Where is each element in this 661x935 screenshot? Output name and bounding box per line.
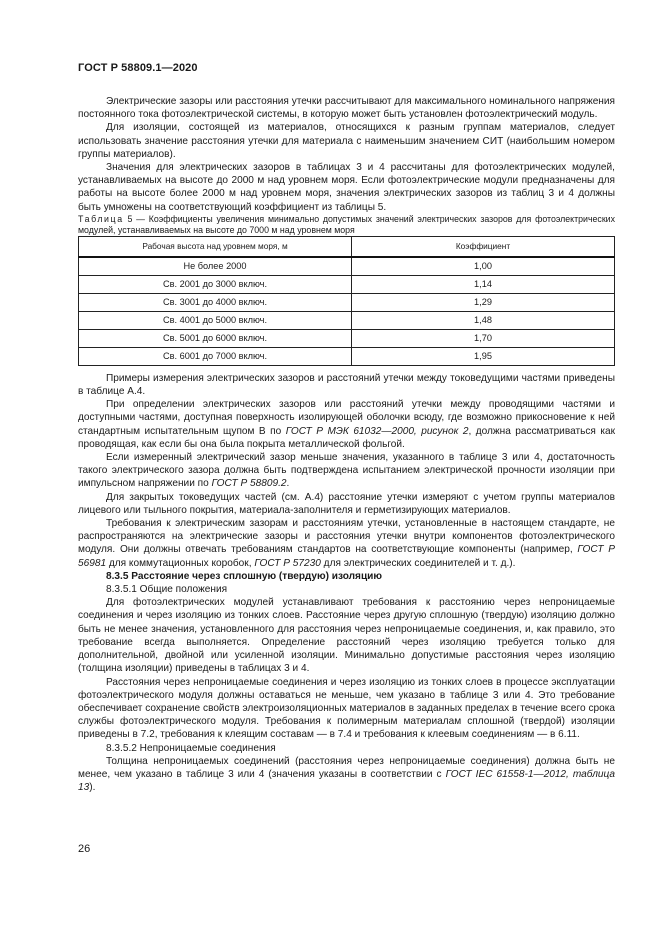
document-body bbox=[78, 95, 615, 794]
paragraph: Расстояния через непроницаемые соединения и через изоляцию из тонких слоев в процессе эксплуатации фотоэлектрического модуля должны оставаться не меньше, чем указано в таблице 3 или 4. Это требование обеспечивает сохранение свойств электроизоляционных материалов в заданных пределах в течение всего срока службы фотоэлектрического модуля. Требования к полимерным материалам сплошной (твердой) изоляции приведены в 7.2, требования к клеящим составам — в 7.4 и требования к клеевым соединениям — в 6.11. bbox=[78, 676, 615, 741]
standard-reference: ГОСТ Р 58809.2 bbox=[211, 478, 287, 490]
standard-reference: ГОСТ Р МЭК 61032—2000, рисунок 2 bbox=[285, 425, 469, 437]
table-header-row bbox=[79, 236, 615, 257]
altitude-cell: Св. 5001 до 6000 включ. bbox=[79, 329, 352, 347]
coefficient-cell: 1,14 bbox=[352, 275, 615, 293]
altitude-cell: Св. 6001 до 7000 включ. bbox=[79, 347, 352, 365]
coefficient-cell: 1,70 bbox=[352, 329, 615, 347]
subsection-heading: 8.3.5.1 Общие положения bbox=[106, 584, 228, 596]
altitude-cell: Св. 3001 до 4000 включ. bbox=[79, 293, 352, 311]
paragraph: Примеры измерения электрических зазоров и расстояний утечки между токоведущими частями приведены в таблице А.4. bbox=[78, 372, 615, 398]
table-caption-label: Таблица bbox=[78, 213, 124, 224]
standard-reference: ГОСТ Р 57230 bbox=[254, 557, 321, 569]
column-header-coefficient: Коэффициент bbox=[352, 236, 615, 257]
paragraph-text: для электрических соединителей и т. д.). bbox=[320, 557, 516, 569]
table-row bbox=[79, 311, 615, 329]
coefficient-cell: 1,29 bbox=[352, 293, 615, 311]
paragraph: Для изоляции, состоящей из материалов, относящихся к разным группам материалов, следует использовать значение расстояния утечки для материала с наименьшим значением СИТ (наибольшим номером группы материалов). bbox=[78, 122, 615, 160]
paragraph: Электрические зазоры или расстояния утечки рассчитывают для максимального номинального напряжения постоянного тока фотоэлектрической системы, в которую может быть установлен фотоэлектрический модуль. bbox=[78, 96, 615, 121]
altitude-cell: Не более 2000 bbox=[79, 257, 352, 276]
paragraph: Для фотоэлектрических модулей устанавливают требования к расстоянию через непроницаемые соединения и через изоляцию из тонких слоев. Расстояние через другую сплошную (твердую) изоляцию должно быть не менее значения, установленного для расстояния через непроницаемые соединения, и, как правило, это требование всегда выполняется. Определение расстояний через изоляцию требуется только для дополнительной, двойной или усиленной изоляции. Минимально допустимые расстояния через изоляцию (толщина изоляции) приведены в таблицах 3 и 4. bbox=[78, 597, 615, 675]
document-header: ГОСТ Р 58809.1—2020 bbox=[78, 62, 198, 74]
paragraph-text: ). bbox=[89, 782, 96, 794]
paragraph bbox=[78, 755, 615, 795]
paragraph-text: При определении электрических зазоров или расстояний утечки между проводящими частями и доступными частями, доступная поверхность изолирующей оболочки всюду, где возможно прикосновение к ней стандартным испытательным щупом В по bbox=[78, 399, 615, 437]
table-row bbox=[79, 329, 615, 347]
paragraph bbox=[78, 517, 615, 570]
altitude-cell: Св. 4001 до 5000 включ. bbox=[79, 311, 352, 329]
paragraph-text: Требования к электрическим зазорам и расстояниям утечки, установленные в настоящем стандарте, не распространяются на электрические зазоры и расстояния утечки внутри компонентов фотоэлектрического модуля. Они должны отвечать требованиям стандартов на соответствующие компоненты (например, bbox=[78, 518, 615, 556]
paragraph bbox=[78, 451, 615, 491]
table-caption-text: 5 — Коэффициенты увеличения минимально допустимых значений электрических зазоров для фотоэлектрических модулей, устанавливаемых на высоте до 7000 м над уровнем моря bbox=[78, 213, 615, 235]
paragraph-text: , должна рассматриваться как проводящая, как если бы она была покрыта металлической фольгой. bbox=[78, 425, 615, 450]
paragraph-text: для коммутационных коробок, bbox=[106, 557, 255, 569]
table-caption bbox=[78, 214, 615, 236]
coefficient-cell: 1,48 bbox=[352, 311, 615, 329]
paragraph: Для закрытых токоведущих частей (см. А.4) расстояние утечки измеряют с учетом группы материалов лицевого или тыльного покрытия, материала-заполнителя и герметизирующих материалов. bbox=[78, 491, 615, 516]
table-row bbox=[79, 257, 615, 276]
table-row bbox=[79, 275, 615, 293]
altitude-coefficient-table bbox=[78, 236, 615, 366]
standard-reference: ГОСТ IEC 61558-1—2012, таблица 13 bbox=[78, 768, 615, 794]
subsection-heading: 8.3.5.2 Непроницаемые соединения bbox=[106, 742, 276, 754]
paragraph-text: Если измеренный электрический зазор меньше значения, указанного в таблице 3 или 4, достаточность такого электрического зазора должна быть подтверждена испытанием электрической прочности изоляции при импульсном напряжении по bbox=[78, 452, 615, 490]
coefficient-cell: 1,95 bbox=[352, 347, 615, 365]
section-heading: 8.3.5 Расстояние через сплошную (твердую) изоляцию bbox=[106, 570, 382, 582]
paragraph-text: . bbox=[286, 478, 290, 490]
column-header-altitude: Рабочая высота над уровнем моря, м bbox=[79, 236, 352, 257]
coefficient-cell: 1,00 bbox=[352, 257, 615, 276]
altitude-cell: Св. 2001 до 3000 включ. bbox=[79, 275, 352, 293]
table-row bbox=[79, 293, 615, 311]
paragraph-text: Толщина непроницаемых соединений (расстояния через непроницаемые соединения) должна быть не менее, чем указано в таблице 3 или 4 (значения указаны в соответствии с bbox=[78, 755, 615, 780]
page-number: 26 bbox=[78, 843, 91, 855]
standard-reference: ГОСТ Р 56981 bbox=[78, 544, 615, 569]
table-row bbox=[79, 347, 615, 365]
paragraph: Значения для электрических зазоров в таблицах 3 и 4 рассчитаны для фотоэлектрических модулей, устанавливаемых на высоте до 2000 м над уровнем моря. Если фотоэлектрические модули предназначены для работы на высоте более 2000 м над уровнем моря, значения электрических зазоров из таблиц 3 и 4 должны быть умножены на соответствующий коэффициент из таблицы 5. bbox=[78, 162, 615, 213]
paragraph bbox=[78, 398, 615, 451]
